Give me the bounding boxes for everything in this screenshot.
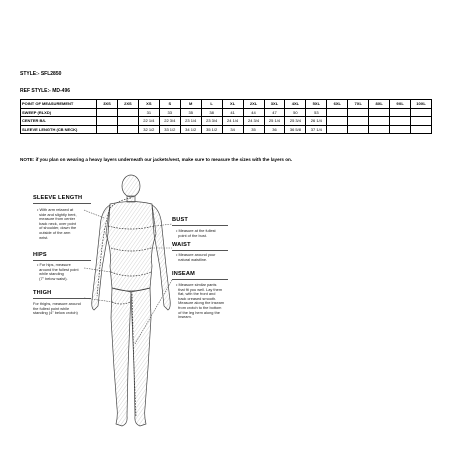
- table-cell: 36: [264, 125, 285, 134]
- hips-instruction-line: around the fullest point: [37, 266, 79, 272]
- inseam-instruction-line: back creased smooth.: [176, 295, 217, 301]
- table-cell: [369, 117, 390, 126]
- thigh-instruction-line: the fullest point while: [33, 305, 70, 311]
- table-row: [21, 108, 432, 117]
- table-cell: [411, 117, 432, 126]
- table-cell: [97, 125, 118, 134]
- table-cell: 33: [159, 108, 180, 117]
- hips-instructions: [37, 263, 79, 281]
- table-cell: 25 3/4: [285, 117, 306, 126]
- table-cell: 35: [180, 108, 201, 117]
- bust-instructions: [176, 229, 216, 238]
- header-size-7xl: 7XL: [348, 100, 369, 109]
- sleeve-instruction-line: side and slightly bent,: [37, 211, 77, 217]
- table-cell: 24 3/4: [243, 117, 264, 126]
- table-cell: 23 1/4: [180, 117, 201, 126]
- inseam-instruction-line: • Measure similar pants: [176, 282, 217, 287]
- inseam-instruction-line: Measure along the inseam: [176, 300, 225, 306]
- row-label: CENTER B/L: [21, 117, 97, 126]
- sleeve-instruction-line: measure from center: [37, 216, 76, 222]
- inseam-instruction-line: from crotch to the bottom: [176, 304, 222, 310]
- header-size-6xl: 6XL: [327, 100, 348, 109]
- table-cell: 34 1/2: [180, 125, 201, 134]
- sleeve-instruction-line: wrist.: [37, 234, 49, 240]
- bust-divider: [172, 225, 228, 226]
- header-size-5xl: 5XL: [306, 100, 327, 109]
- table-cell: 53: [306, 108, 327, 117]
- table-cell: 35 1/2: [201, 125, 222, 134]
- table-cell: [411, 125, 432, 134]
- waist-divider: [172, 250, 228, 251]
- table-header-row: [21, 100, 432, 109]
- header-size-2xl: 2XL: [243, 100, 264, 109]
- header-size-l: L: [201, 100, 222, 109]
- table-cell: [348, 125, 369, 134]
- row-label: SWEEP (RLXD): [21, 108, 97, 117]
- hips-instruction-line: (7" below waist).: [37, 275, 68, 281]
- header-point-of-measurement: POINT OF MEASUREMENT: [21, 100, 97, 109]
- table-cell: [117, 117, 138, 126]
- hips-instruction-line: • For hips, measure: [37, 262, 71, 267]
- thigh-heading: THIGH: [33, 290, 52, 296]
- inseam-instruction-line: flat, with the front and: [176, 291, 216, 297]
- header-size-3xs: 3XS: [97, 100, 118, 109]
- thigh-instruction-line: standing (4" below crotch): [33, 310, 78, 316]
- table-cell: 33 1/2: [159, 125, 180, 134]
- body-silhouette: [92, 175, 171, 426]
- size-chart-table: [20, 99, 432, 134]
- table-cell: [97, 108, 118, 117]
- table-cell: 24 1/4: [222, 117, 243, 126]
- header-size-m: M: [180, 100, 201, 109]
- table-cell: 47: [264, 108, 285, 117]
- inseam-instructions: [176, 283, 224, 320]
- table-cell: 44: [243, 108, 264, 117]
- header-size-8xl: 8XL: [369, 100, 390, 109]
- header-size-10xl: 10XL: [411, 100, 432, 109]
- sleeve-instruction-line: of shoulder, down the: [37, 225, 77, 231]
- header-size-2xs: 2XS: [117, 100, 138, 109]
- row-label: SLEEVE LENGTH (CB NECK): [21, 125, 97, 134]
- table-cell: 23 3/4: [201, 117, 222, 126]
- style-number: STYLE:- SFL2850: [20, 71, 62, 77]
- table-cell: 36 5/8: [285, 125, 306, 134]
- inseam-heading: INSEAM: [172, 271, 195, 277]
- table-cell: 22 1/4: [138, 117, 159, 126]
- table-cell: [97, 117, 118, 126]
- waist-heading: WAIST: [172, 242, 191, 248]
- header-size-xl: XL: [222, 100, 243, 109]
- table-cell: [327, 108, 348, 117]
- thigh-divider: [33, 298, 91, 299]
- table-cell: 32 1/2: [138, 125, 159, 134]
- table-cell: [369, 125, 390, 134]
- table-row: [21, 117, 432, 126]
- table-cell: [390, 117, 411, 126]
- inseam-instruction-line: of the leg hem along the: [176, 309, 220, 315]
- hips-divider: [33, 260, 91, 261]
- table-cell: [117, 125, 138, 134]
- header-size-xs: XS: [138, 100, 159, 109]
- table-cell: [327, 125, 348, 134]
- table-cell: [117, 108, 138, 117]
- inseam-instruction-line: inseam.: [176, 314, 192, 320]
- waist-instructions: [176, 253, 215, 262]
- sleeve-instruction-line: • With arm relaxed at: [37, 207, 74, 212]
- thigh-instruction-line: For thighs, measure around: [33, 301, 81, 306]
- table-cell: 35: [243, 125, 264, 134]
- hips-heading: HIPS: [33, 252, 47, 258]
- table-cell: 26 1/4: [306, 117, 327, 126]
- table-cell: 41: [222, 108, 243, 117]
- table-cell: [348, 108, 369, 117]
- bust-heading: BUST: [172, 217, 189, 223]
- table-cell: 25 1/4: [264, 117, 285, 126]
- header-size-9xl: 9XL: [390, 100, 411, 109]
- sleeve-instruction-line: back neck, over point: [37, 220, 76, 226]
- header-size-3xl: 3XL: [264, 100, 285, 109]
- waist-instruction-line: natural waistline.: [176, 256, 208, 262]
- sleeve-length-instructions: [37, 208, 77, 240]
- waist-instruction-line: • Measure around your: [176, 252, 216, 257]
- sleeve-length-divider: [33, 203, 91, 204]
- table-cell: [369, 108, 390, 117]
- inseam-instruction-line: that fit you well. Lay them: [176, 286, 223, 292]
- layering-note: NOTE: if you plan on wearing a heavy layers underneath our jackets/vest, make sure to measure the sizes with the layers on.: [20, 157, 293, 162]
- header-size-4xl: 4XL: [285, 100, 306, 109]
- inseam-divider: [172, 279, 228, 280]
- bust-instruction-line: point of the bust.: [176, 232, 207, 238]
- table-cell: [327, 117, 348, 126]
- table-cell: [411, 108, 432, 117]
- table-cell: 38: [201, 108, 222, 117]
- table-cell: 34: [222, 125, 243, 134]
- sleeve-instruction-line: outside of the arm: [37, 229, 71, 235]
- hips-instruction-line: while standing: [37, 271, 64, 277]
- table-cell: [348, 117, 369, 126]
- table-cell: 37 1/4: [306, 125, 327, 134]
- reference-style: REF STYLE:- MD-496: [20, 88, 71, 94]
- sleeve-length-heading: SLEEVE LENGTH: [33, 195, 83, 201]
- thigh-instructions: [33, 302, 81, 316]
- table-row: [21, 125, 432, 134]
- header-size-s: S: [159, 100, 180, 109]
- table-cell: 50: [285, 108, 306, 117]
- table-cell: [390, 108, 411, 117]
- table-cell: [390, 125, 411, 134]
- table-cell: 31: [138, 108, 159, 117]
- bust-instruction-line: • Measure at the fullest: [176, 228, 216, 233]
- table-cell: 22 3/4: [159, 117, 180, 126]
